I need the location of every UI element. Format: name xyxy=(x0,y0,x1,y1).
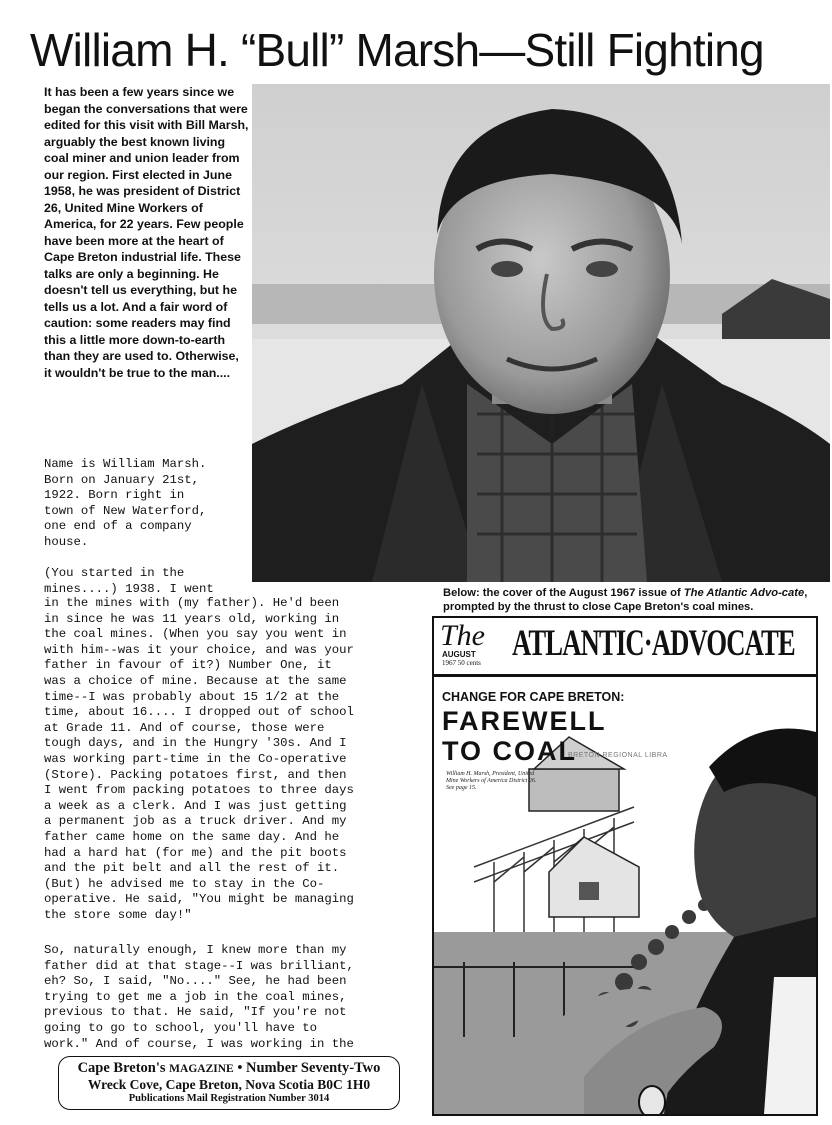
cover-headline-line-2: TO COAL xyxy=(442,736,577,766)
portrait-illustration xyxy=(252,84,830,582)
footer-address: Wreck Cove, Cape Breton, Nova Scotia B0C 1H0 xyxy=(87,1077,371,1092)
masthead-title: ATLANTIC·ADVOCATE xyxy=(512,623,795,664)
cover-kicker: CHANGE FOR CAPE BRETON: xyxy=(442,690,625,704)
magazine-footer xyxy=(58,1056,400,1110)
masthead-the: The xyxy=(440,619,485,652)
library-stamp: BRETON REGIONAL LIBRA xyxy=(568,752,668,759)
footer-registration: Publications Mail Registration Number 3014 xyxy=(128,1093,330,1104)
caption-magazine-title: The Atlantic Advo-cate xyxy=(683,587,805,599)
body-paragraph-1: Name is William Marsh. Born on January 21st, 1922. Born right in town of New Waterford, one end of a company house. xyxy=(44,457,207,549)
footer-line-1: Cape Breton's MAGAZINE • Number Seventy-Two xyxy=(77,1060,381,1076)
article-title: William H. “Bull” Marsh—Still Fighting xyxy=(30,24,764,76)
body-paragraph-3: So, naturally enough, I knew more than my father did at that stage--I was brilliant, eh? So, I said, "No...." See, he had been trying to get me a job in the coal mines, previous to that. He said, "If you're not going to go to school, you'll have to work." And of course, I was working in the xyxy=(44,943,354,1051)
cover-byline: William H. Marsh, President, United Mine Workers of America District 26. See page 15. xyxy=(446,771,537,792)
magazine-cover xyxy=(432,616,818,1116)
article-intro: It has been a few years since we began the conversations that were edited for this visit with Bill Marsh, arguably the best known living coal miner and union leader from our region. First elected in June 1958, he was president of District 26, United Mine Workers of America, for 22 years. Few people have been more at the heart of Cape Breton industrial life. These talks are only a beginning. He doesn't tell us everything, but he tells us a lot. And a fair word of caution: some readers may find this a little more down-to-earth than they are used to. Otherwise, it wouldn't be true to the man.... xyxy=(44,85,249,380)
masthead-price: 1967 50 cents xyxy=(442,659,481,667)
masthead-month: AUGUST xyxy=(442,650,476,659)
cover-masthead xyxy=(434,618,816,677)
portrait-photo xyxy=(252,84,830,582)
cover-headline-line-1: FAREWELL xyxy=(442,706,607,736)
cover-caption: Below: the cover of the August 1967 issue of The Atlantic Advo-cate, prompted by the thrust to close Cape Breton's coal mines. xyxy=(443,587,808,613)
body-paragraph-2-start: (You started in the mines....) 1938. I went xyxy=(44,566,214,596)
body-paragraph-2-continued: in the mines with (my father). He'd been in since he was 11 years old, working in the coal mines. (When you say you went in with him--was it your choice, and was your father in favour of it?) Number One, it was a choice of mine. Because at the same time--I was probably about 15 1/2 at the time, about 16.... I dropped out of school at Grade 11. And of course, those were tough days, and in the Hungry '30s. And I was working part-time in the Co-operative (Store). Packing potatoes first, and then I went from packing potatoes to three days a week as a clerk. And I was just getting a permanent job as a truck driver. And my father came home on the same day. And he had a hard hat (for me) and the pit boots and the pit belt and all the rest of it. (But) he advised me to stay in the Co- operative. He said, "You might be managing the store some day!" xyxy=(44,596,354,922)
